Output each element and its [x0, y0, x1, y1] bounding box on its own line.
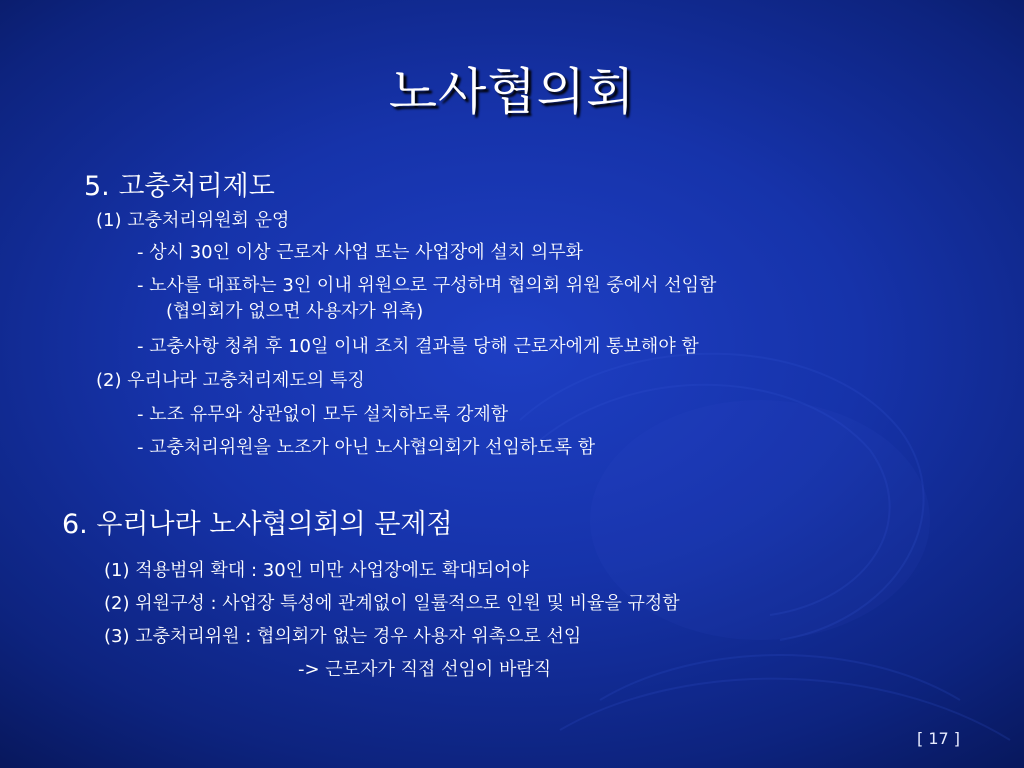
bullet-line: - 고충사항 청취 후 10일 이내 조치 결과를 당해 근로자에게 통보해야 함: [137, 336, 699, 357]
bullet-line: - 노사를 대표하는 3인 이내 위원으로 구성하며 협의회 위원 중에서 선임함: [137, 275, 717, 296]
problem-conclusion: -> 근로자가 직접 선임이 바람직: [298, 659, 552, 680]
slide-title: 노사협의회: [388, 63, 636, 121]
problem-item: (3) 고충처리위원 : 협의회가 없는 경우 사용자 위촉으로 선임: [104, 626, 582, 647]
bullet-note: (협의회가 없으면 사용자가 위촉): [166, 301, 424, 322]
bullet-line: - 고충처리위원을 노조가 아닌 노사협의회가 선임하도록 함: [137, 437, 596, 458]
bullet-line: - 노조 유무와 상관없이 모두 설치하도록 강제함: [137, 404, 509, 425]
page-number: [ 17 ]: [916, 729, 960, 748]
bullet-line: - 상시 30인 이상 근로자 사업 또는 사업장에 설치 의무화: [137, 242, 584, 263]
section-6-heading: 6. 우리나라 노사협의회의 문제점: [62, 509, 453, 540]
problem-item: (1) 적용범위 확대 : 30인 미만 사업장에도 확대되어야: [104, 560, 529, 581]
section-5-heading: 5. 고충처리제도: [84, 171, 275, 202]
problem-item: (2) 위원구성 : 사업장 특성에 관계없이 일률적으로 인원 및 비율을 규정함: [104, 593, 680, 614]
subsection-2-heading: (2) 우리나라 고충처리제도의 특징: [96, 370, 365, 391]
subsection-1-heading: (1) 고충처리위원회 운영: [96, 210, 290, 231]
